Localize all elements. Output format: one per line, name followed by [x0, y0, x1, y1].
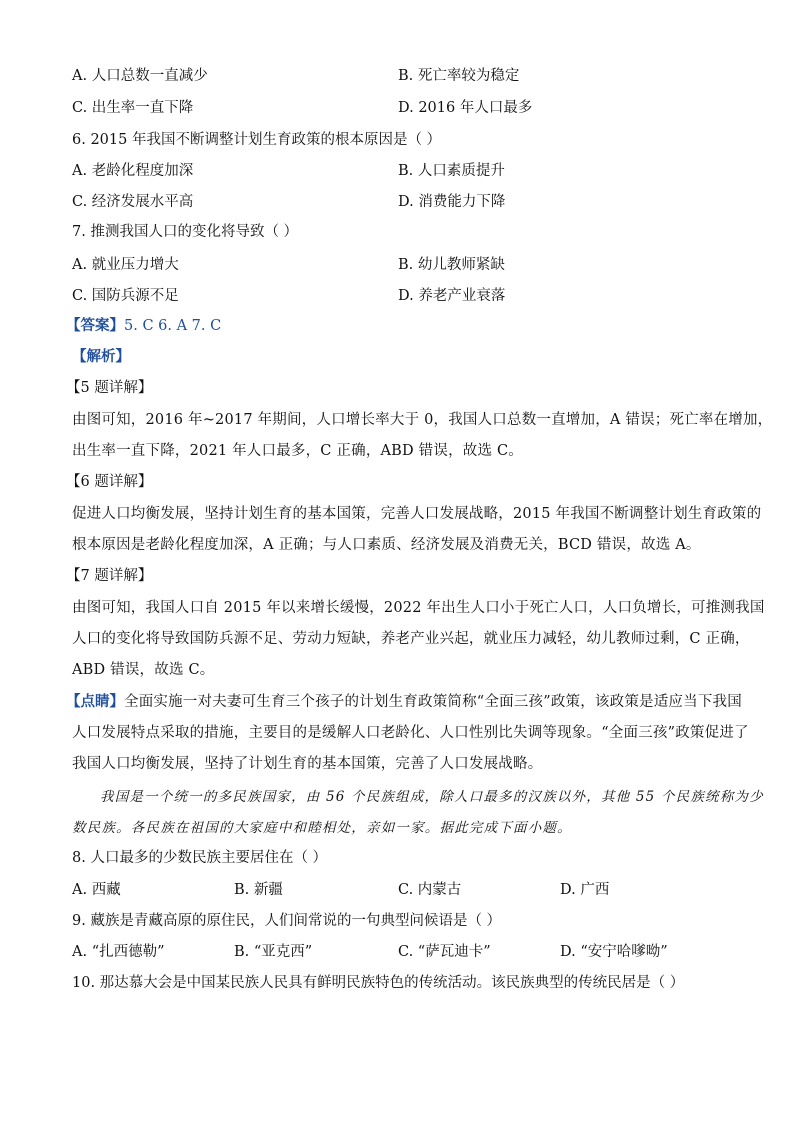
q6-stem: 6. 2015 年我国不断调整计划生育政策的根本原因是（ ）	[72, 132, 442, 148]
tip-line3: 我国人口均衡发展，坚持了计划生育的基本国策，完善了人口发展战略。	[72, 756, 543, 772]
q7-option-d: D. 养老产业衰落	[398, 288, 506, 304]
q7-option-b: B. 幼儿教师紧缺	[398, 257, 505, 273]
q6-option-d: D. 消费能力下降	[398, 194, 506, 210]
q8-option-d: D. 广西	[560, 882, 610, 898]
q5-option-d: D. 2016 年人口最多	[398, 100, 533, 116]
detail7-label: 【7 题详解】	[66, 568, 153, 584]
q8-stem: 8. 人口最多的少数民族主要居住在（ ）	[72, 850, 328, 866]
answer-text: 5. C 6. A 7. C	[124, 318, 222, 334]
tip-row	[66, 692, 742, 712]
q6-option-b: B. 人口素质提升	[398, 163, 505, 179]
q6-option-a: A. 老龄化程度加深	[72, 163, 194, 179]
detail5-label: 【5 题详解】	[66, 380, 153, 396]
q9-option-b: B. “亚克西”	[234, 944, 313, 960]
q6-option-c: C. 经济发展水平高	[72, 194, 194, 210]
detail5-line1: 由图可知，2016 年~2017 年期间，人口增长率大于 0，我国人口总数一直增加，A 错误；死亡率在增加，	[72, 412, 773, 428]
q7-option-a: A. 就业压力增大	[72, 257, 179, 273]
q5-option-a: A. 人口总数一直减少	[72, 68, 208, 84]
detail6-line2: 根本原因是老龄化程度加深，A 正确；与人口素质、经济发展及消费无关，BCD 错误，故选 A。	[72, 537, 701, 553]
analysis-label: 【解析】	[72, 348, 130, 365]
answer-label: 【答案】	[66, 317, 124, 334]
detail7-line1: 由图可知，我国人口自 2015 年以来增长缓慢，2022 年出生人口小于死亡人口，人口负增长，可推测我国	[72, 600, 765, 616]
tip-line2: 人口发展特点采取的措施，主要目的是缓解人口老龄化、人口性别比失调等现象。“全面三孩”政策促进了	[72, 725, 749, 741]
q9-stem: 9. 藏族是青藏高原的原住民，人们间常说的一句典型问候语是（ ）	[72, 913, 502, 929]
detail7-line2: 人口的变化将导致国防兵源不足、劳动力短缺，养老产业兴起，就业压力减轻，幼儿教师过剩，C 正确，	[72, 631, 750, 647]
intro-line1: 我国是一个统一的多民族国家，由 56 个民族组成，除人口最多的汉族以外，其他 55 个民族统称为少	[100, 789, 764, 805]
q9-option-c: C. “萨瓦迪卡”	[398, 944, 491, 960]
q7-option-c: C. 国防兵源不足	[72, 288, 179, 304]
q8-option-c: C. 内蒙古	[398, 882, 462, 898]
answer-row	[66, 316, 221, 336]
q7-stem: 7. 推测我国人口的变化将导致（ ）	[72, 224, 299, 240]
q8-option-a: A. 西藏	[72, 882, 121, 898]
q9-option-a: A. “扎西德勒”	[72, 944, 165, 960]
q8-option-b: B. 新疆	[234, 882, 283, 898]
q10-stem: 10. 那达慕大会是中国某民族人民具有鲜明民族特色的传统活动。该民族典型的传统民居是（ ）	[72, 975, 685, 991]
q5-option-b: B. 死亡率较为稳定	[398, 68, 520, 84]
detail6-line1: 促进人口均衡发展，坚持计划生育的基本国策，完善人口发展战略，2015 年我国不断调整计划生育政策的	[72, 506, 762, 522]
detail6-label: 【6 题详解】	[66, 474, 153, 490]
tip-label: 【点睛】	[66, 693, 124, 710]
detail5-line2: 出生率一直下降，2021 年人口最多，C 正确，ABD 错误，故选 C。	[72, 443, 523, 459]
intro-line2: 数民族。各民族在祖国的大家庭中和睦相处，亲如一家。据此完成下面小题。	[72, 820, 572, 836]
tip-line1: 全面实施一对夫妻可生育三个孩子的计划生育政策简称“全面三孩”政策，该政策是适应当下我国	[124, 694, 742, 710]
q9-option-d: D. “安宁哈嗲呦”	[560, 944, 668, 960]
q5-option-c: C. 出生率一直下降	[72, 100, 194, 116]
detail7-line3: ABD 错误，故选 C。	[72, 662, 215, 678]
